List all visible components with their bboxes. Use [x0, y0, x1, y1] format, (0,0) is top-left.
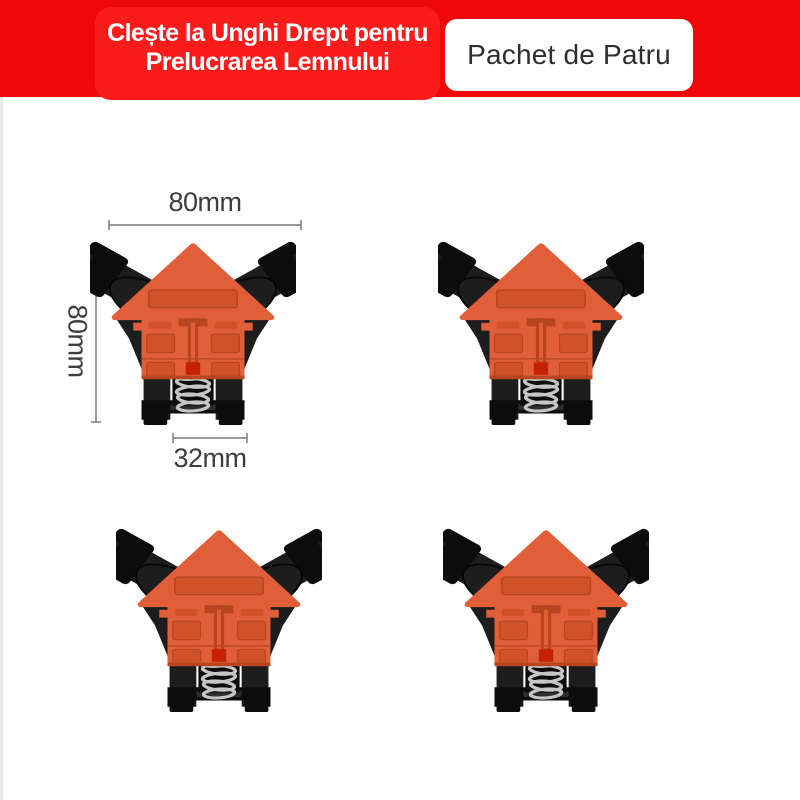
page-edge-line — [0, 97, 3, 800]
width-dimension-label: 80mm — [168, 187, 242, 217]
product-title-line1: Clește la Unghi Drept pentru — [107, 19, 428, 47]
corner-clamp-image-3 — [116, 518, 322, 712]
corner-clamp-image-2 — [438, 231, 644, 425]
pack-size-badge — [445, 19, 693, 91]
promo-banner — [0, 0, 800, 97]
product-title — [95, 8, 440, 88]
pack-size-badge-label: Pachet de Patru — [467, 39, 671, 70]
corner-clamp-image-4 — [443, 518, 649, 712]
width-dimension-line — [107, 219, 303, 231]
product-title-line2: Prelucrarea Lemnului — [145, 48, 390, 76]
height-dimension-label: 80mm — [62, 304, 93, 378]
jaw-width-dimension-label: 32mm — [173, 443, 247, 473]
corner-clamp-image-1 — [90, 231, 296, 425]
